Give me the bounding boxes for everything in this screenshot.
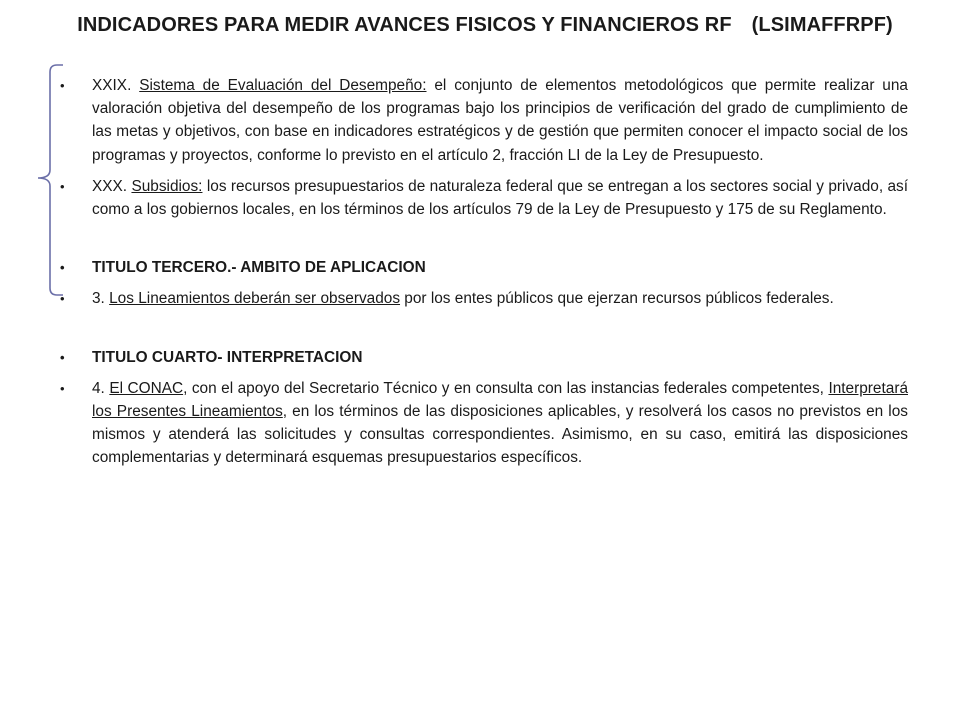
item-text: los recursos presupuestarios de naturaleza federal que se entregan a los sectores social y privado, así como a los gobiernos locales, en los términos de los artículos 79 de la Ley de Presupuesto y 175 de su Reglamento. <box>92 177 908 219</box>
item-prefix: XXX. <box>92 177 132 195</box>
bullet-icon: • <box>60 178 65 194</box>
slide-title <box>40 14 930 37</box>
list-item-xxx <box>60 175 908 221</box>
item-term: Subsidios: <box>131 177 203 195</box>
item-prefix: 3. <box>92 290 110 308</box>
list-item-4 <box>60 377 908 470</box>
item-term-2: Interpretará los Presentes Lineamientos <box>92 379 908 421</box>
bullet-icon: • <box>60 291 65 307</box>
list-heading-titulo-cuarto <box>60 346 908 369</box>
list-item-3 <box>60 287 908 310</box>
title-code: (LSIMAFFRPF) <box>751 14 893 36</box>
bullet-icon: • <box>60 260 65 276</box>
item-prefix: XXIX. <box>92 77 140 94</box>
item-term: Sistema de Evaluación del Desempeño: <box>139 77 427 94</box>
item-text: el conjunto de elementos metodológicos que permite realizar una valoración objetiva del desempeño de los programas bajo los principios de verificación del grado de cumplimiento de las metas y objetivos, con base en indicadores estratégicos y de gestión que permiten conocer el impacto social de los programas y proyectos, conforme lo previsto en el artículo 2, fracción LI de la Ley de Presupuesto. <box>92 77 908 164</box>
item-text: por los entes públicos que ejerzan recursos públicos federales. <box>400 290 834 308</box>
bullet-icon: • <box>60 349 65 365</box>
list-item-xxix <box>60 74 908 167</box>
heading-text: TITULO TERCERO.- AMBITO DE APLICACION <box>92 259 426 277</box>
item-prefix: 4. <box>92 379 110 397</box>
item-term: El CONAC <box>109 379 184 397</box>
bullet-icon: • <box>60 78 65 93</box>
title-main: INDICADORES PARA MEDIR AVANCES FISICOS Y FINANCIEROS RF <box>77 14 732 36</box>
list-heading-titulo-tercero <box>60 256 908 279</box>
bullet-icon: • <box>60 380 65 396</box>
heading-text: TITULO CUARTO- INTERPRETACION <box>92 348 363 366</box>
slide-content <box>60 74 908 470</box>
item-text-2: , en los términos de las disposiciones aplicables, y resolverá los casos no previstos en los mismos y atenderá las solicitudes y consultas correspondientes. Asimismo, en su caso, emitirá las disposiciones complementarias y determinará esquemas presupuestarios específicos. <box>92 403 908 467</box>
item-term: Los Lineamientos deberán ser observados <box>109 290 401 308</box>
item-text: , con el apoyo del Secretario Técnico y en consulta con las instancias federales competentes, <box>183 379 829 397</box>
